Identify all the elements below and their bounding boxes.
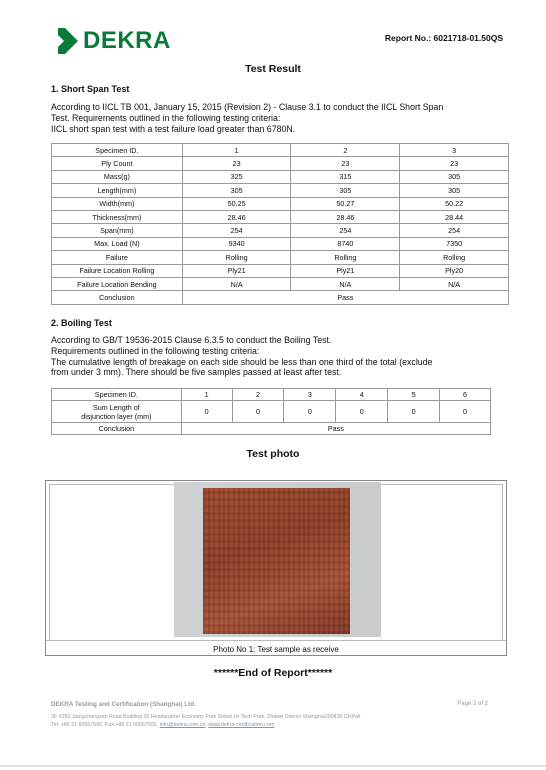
end-of-report: ******End of Report****** (213, 667, 333, 679)
table-cell (52, 401, 182, 423)
section2-line: Requirements outlined in the following testing criteria: (51, 345, 260, 356)
table-row (52, 170, 509, 183)
table-row (52, 277, 509, 290)
section1-description (51, 102, 506, 134)
dekra-arrow-icon (58, 28, 78, 54)
table-cell: 315 (291, 170, 400, 183)
table-cell: 8740 (291, 237, 400, 250)
table-row (52, 157, 509, 170)
footer-website-link[interactable]: www.dekra-certification.com (208, 721, 275, 728)
table-row (52, 224, 509, 237)
page-title: Test Result (245, 63, 301, 75)
table-row (52, 197, 509, 210)
table-row (52, 184, 509, 197)
section2-line: from under 3 mm). There should be five samples passed at least after test. (51, 367, 342, 378)
table-row (52, 237, 509, 250)
table-cell: 1 (182, 144, 291, 157)
table-cell: Mass(g) (52, 170, 183, 183)
table-row (52, 264, 509, 277)
table-cell: Rolling (291, 251, 400, 264)
table-cell: 28.46 (291, 210, 400, 223)
table-cell: Span(mm) (52, 224, 183, 237)
table-cell: 0 (336, 401, 388, 423)
table-cell: Failure Location Bending (52, 277, 183, 290)
table-header-cell: Specimen ID. (52, 389, 182, 401)
section1-line: According to IICL TB 001, January 15, 2015 (Revision 2) - Clause 3.1 to conduct the IICL Short Span (51, 102, 444, 112)
row-label-line: disjunction layer (mm) (81, 411, 152, 421)
table-cell: Thickness(mm) (52, 210, 183, 223)
row-label-line: Sum Length of (92, 402, 140, 412)
section-heading-boiling: 2. Boiling Test (51, 318, 112, 328)
table-cell: 0 (284, 401, 336, 423)
table-header-cell: 4 (336, 389, 388, 401)
table-cell: Failure (52, 251, 183, 264)
table-row (52, 210, 509, 223)
section2-line: According to GB/T 19536-2015 Clause 6.3.5 to conduct the Boiling Test. (51, 335, 332, 345)
photo-caption: Photo No 1: Test sample as receive (46, 640, 506, 654)
table-cell: Rolling (182, 251, 291, 264)
table-cell: 254 (400, 224, 509, 237)
test-sample-photo (174, 482, 381, 637)
short-span-table (51, 143, 509, 305)
table-cell: 305 (182, 184, 291, 197)
table-cell: 9340 (182, 237, 291, 250)
table-cell: Ply Count (52, 157, 183, 170)
section-heading-short-span: 1. Short Span Test (51, 84, 130, 94)
table-cell: 7350 (400, 237, 509, 250)
table-cell: 2 (291, 144, 400, 157)
table-cell: 23 (182, 157, 291, 170)
table-cell: Length(mm) (52, 184, 183, 197)
footer-page-number: Page 2 of 2 (457, 701, 488, 707)
table-cell: 28.44 (400, 210, 509, 223)
table-header-cell: 5 (388, 389, 440, 401)
footer-tel-fax: Tel: +86 21 60567666, Fax:+86 21 60567555, (51, 721, 159, 728)
table-row-header (52, 389, 491, 401)
dekra-logo (58, 27, 171, 55)
table-cell: Conclusion (52, 291, 183, 304)
table-row (52, 144, 509, 157)
table-cell: 305 (400, 170, 509, 183)
footer-company: DEKRA Testing and Certification (Shanghai) Ltd. (51, 701, 196, 708)
table-cell: 325 (182, 170, 291, 183)
table-row-conclusion (52, 291, 509, 304)
table-header-cell: 3 (284, 389, 336, 401)
table-cell: 3 (400, 144, 509, 157)
footer-address-block (51, 714, 360, 729)
table-cell: 254 (182, 224, 291, 237)
table-cell: 50.27 (291, 197, 400, 210)
table-cell: 23 (291, 157, 400, 170)
table-cell: 0 (181, 401, 232, 423)
table-cell: Pass (182, 291, 508, 304)
section2-description (51, 335, 506, 378)
brand-name: DEKRA (83, 27, 171, 54)
table-row-conclusion (52, 423, 491, 435)
table-cell: Max. Load (N) (52, 237, 183, 250)
table-header-cell: 6 (440, 389, 491, 401)
table-cell: 0 (232, 401, 284, 423)
table-cell: Rolling (400, 251, 509, 264)
report-number: Report No.: 6021718-01.50QS (384, 33, 503, 43)
table-cell: N/A (182, 277, 291, 290)
table-row (52, 251, 509, 264)
table-cell: 305 (400, 184, 509, 197)
plywood-sample-image (203, 488, 350, 634)
table-cell: Specimen ID. (52, 144, 183, 157)
table-cell: 254 (291, 224, 400, 237)
boiling-test-table (51, 388, 491, 435)
table-cell: 50.25 (182, 197, 291, 210)
page-bottom-rule (0, 765, 546, 767)
footer-address: 3F #250 Jiangchangsan Road Building 16 Headquarter Economy Park Shibei Hi-Tech Park, Zhabei District Shanghai200436 CHINA (51, 714, 361, 720)
footer-contact: Tel: +86 21 60567666, Fax:+86 21 60567555, info@dekra.com.cn, www.dekra-certification.com (51, 721, 275, 728)
photo-section-title: Test photo (246, 448, 300, 460)
table-cell: Ply20 (400, 264, 509, 277)
table-header-cell: 2 (232, 389, 284, 401)
section1-line: IICL short span test with a test failure load greater than 6780N. (51, 123, 296, 134)
table-cell: 0 (388, 401, 440, 423)
table-row (52, 401, 491, 423)
table-cell: N/A (400, 277, 509, 290)
table-cell: Width(mm) (52, 197, 183, 210)
table-cell: Conclusion (52, 423, 182, 435)
section1-line: Test. Requirements outlined in the following testing criteria: (51, 112, 281, 123)
table-cell: 0 (440, 401, 491, 423)
table-cell: Ply21 (182, 264, 291, 277)
table-cell: Ply21 (291, 264, 400, 277)
table-cell: N/A (291, 277, 400, 290)
section2-line: The cumulative length of breakage on each side should be less than one third of the total (exclude (51, 356, 433, 367)
table-cell: 50.22 (400, 197, 509, 210)
table-cell: 305 (291, 184, 400, 197)
table-cell: 28.46 (182, 210, 291, 223)
footer-email-link[interactable]: info@dekra.com.cn (159, 721, 206, 728)
table-cell: 23 (400, 157, 509, 170)
table-cell: Pass (181, 423, 490, 435)
table-cell: Failure Location Rolling (52, 264, 183, 277)
table-header-cell: 1 (181, 389, 232, 401)
